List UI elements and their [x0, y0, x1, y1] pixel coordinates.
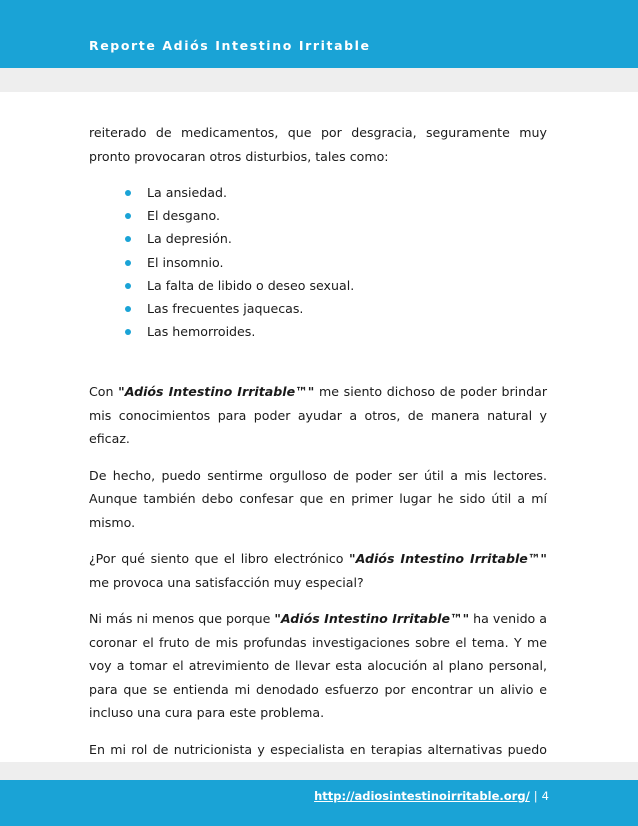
- bullet-icon: [125, 213, 131, 219]
- list-item: [125, 297, 547, 320]
- list-item-text: La depresión.: [147, 231, 232, 247]
- page-footer: [0, 780, 638, 826]
- list-item-text: El desgano.: [147, 208, 220, 224]
- header-band: [0, 68, 638, 92]
- list-item: [125, 251, 547, 274]
- document-body: [89, 121, 547, 821]
- paragraph-3: De hecho, puedo sentirme orgulloso de poder ser útil a mis lectores. Aunque también debo confesar que en primer lugar he sido útil a mí mismo.: [89, 467, 547, 530]
- header-title: Reporte Adiós Intestino Irritable: [89, 38, 371, 53]
- book-title-emphasis: "Adiós Intestino Irritable™": [349, 551, 547, 567]
- paragraph-4-start: ¿Por qué siento que el libro electrónico: [89, 551, 350, 567]
- footer-line: [314, 789, 549, 803]
- bullet-icon: [125, 283, 131, 289]
- footer-band: [0, 762, 638, 780]
- list-item-text: Las hemorroides.: [147, 324, 256, 340]
- bullet-icon: [125, 236, 131, 242]
- list-item: [125, 274, 547, 297]
- section-spacer: [89, 343, 547, 380]
- paragraph-6: En mi rol de nutricionista y especialista en terapias alternativas puedo: [89, 741, 547, 757]
- paragraph-2: [89, 380, 547, 451]
- footer-separator: |: [533, 789, 538, 803]
- list-item-text: El insomnio.: [147, 254, 224, 270]
- list-item-text: La ansiedad.: [147, 185, 227, 200]
- paragraph-5: [89, 607, 547, 725]
- list-item-text: Las frecuentes jaquecas.: [147, 301, 304, 317]
- page-header: [0, 0, 638, 68]
- list-item: [125, 204, 547, 227]
- paragraph-4-end: me provoca una satisfacción muy especial?: [89, 574, 364, 590]
- list-item: [125, 320, 547, 343]
- list-item-text: La falta de libido o deseo sexual.: [147, 277, 355, 293]
- paragraph-5-start: Ni más ni menos que porque: [89, 611, 275, 627]
- paragraph-4: [89, 547, 547, 594]
- bullet-icon: [125, 260, 131, 266]
- book-title-emphasis: "Adiós Intestino Irritable™": [274, 611, 470, 627]
- paragraph-5-end: ha venido a coronar el fruto de mis profundas investigaciones sobre el tema. Y me voy a tomar el atrevimiento de llevar esta alocución al plano personal, para que se entienda mi denodado esfuerzo por encontrar un alivio e incluso una cura para este problema.: [89, 611, 547, 721]
- paragraph-2-start: Con: [89, 384, 119, 400]
- paragraph-1: reiterado de medicamentos, que por desgracia, seguramente muy pronto provocaran otros disturbios, tales como:: [89, 125, 547, 164]
- book-title-emphasis: "Adiós Intestino Irritable™": [118, 384, 315, 400]
- page-number: 4: [541, 789, 549, 803]
- bullet-icon: [125, 306, 131, 312]
- list-item: [125, 181, 547, 204]
- bullet-icon: [125, 190, 131, 196]
- symptom-list: [125, 181, 547, 343]
- bullet-icon: [125, 329, 131, 335]
- website-link[interactable]: http://adiosintestinoirritable.org/: [314, 789, 530, 803]
- list-item: [125, 227, 547, 250]
- paragraph-2-end: me siento dichoso de poder brindar mis conocimientos para poder ayudar a otros, de manera natural y eficaz.: [89, 384, 548, 447]
